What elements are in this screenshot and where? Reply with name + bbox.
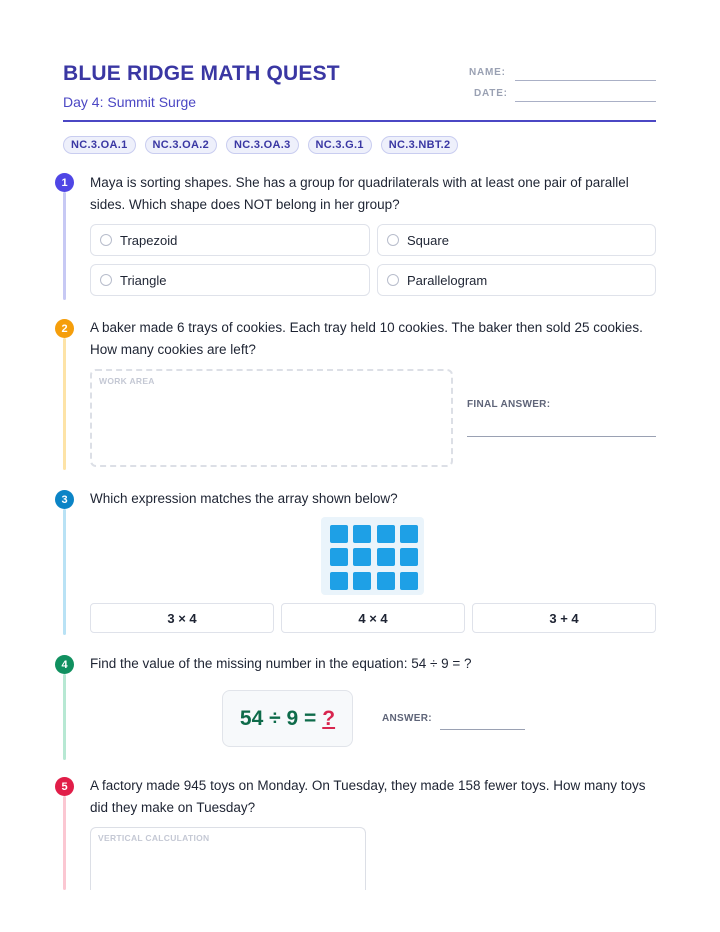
question-3-rail — [63, 509, 66, 635]
standard-badge: NC.3.OA.3 — [226, 136, 299, 154]
equation-box — [222, 690, 353, 747]
array-cell — [377, 572, 395, 590]
option-label: Trapezoid — [120, 232, 178, 248]
question-2-rail — [63, 338, 66, 470]
choice-3x4[interactable] — [90, 603, 274, 633]
standard-badge: NC.3.G.1 — [308, 136, 372, 154]
choice-label: 3 + 4 — [549, 610, 579, 626]
question-3-text: Which expression matches the array shown below? — [90, 491, 398, 506]
question-5-rail — [63, 796, 66, 890]
final-answer-label: FINAL ANSWER: — [467, 399, 551, 410]
question-3-number: 3 — [55, 490, 74, 509]
radio-icon[interactable] — [100, 274, 112, 286]
standards-list — [63, 136, 458, 154]
equation-unknown: ? — [322, 706, 336, 730]
array-cell — [400, 548, 418, 566]
name-label: NAME: — [469, 67, 506, 78]
equation-expression: 54 ÷ 9 = — [239, 706, 317, 730]
option-label: Triangle — [120, 272, 167, 288]
vertical-calculation-area[interactable] — [90, 827, 366, 897]
array-cell — [377, 525, 395, 543]
choice-3plus4[interactable] — [472, 603, 656, 633]
question-2-number: 2 — [55, 319, 74, 338]
vertical-calculation-label: VERTICAL CALCULATION — [98, 833, 210, 843]
choice-label: 3 × 4 — [167, 610, 197, 626]
date-label: DATE: — [474, 88, 508, 99]
question-1-rail — [63, 192, 66, 300]
array-cell — [330, 572, 348, 590]
option-label: Square — [407, 232, 449, 248]
choice-label: 4 × 4 — [358, 610, 388, 626]
radio-icon[interactable] — [100, 234, 112, 246]
array-cell — [353, 525, 371, 543]
worksheet-subtitle: Day 4: Summit Surge — [63, 94, 197, 110]
worksheet-title: BLUE RIDGE MATH QUEST — [63, 62, 340, 85]
standard-badge: NC.3.OA.2 — [145, 136, 218, 154]
work-area-label: WORK AREA — [99, 376, 155, 386]
question-5-text: A factory made 945 toys on Monday. On Tuesday, they made 158 fewer toys. How many toys did they make on Tuesday? — [90, 778, 646, 815]
answer-field[interactable] — [440, 729, 525, 730]
work-area[interactable] — [90, 369, 453, 467]
date-field[interactable] — [515, 101, 656, 102]
question-4-rail — [63, 674, 66, 760]
answer-label: ANSWER: — [382, 713, 432, 724]
array-cell — [400, 525, 418, 543]
radio-icon[interactable] — [387, 234, 399, 246]
standard-badge: NC.3.NBT.2 — [381, 136, 459, 154]
question-5-number: 5 — [55, 777, 74, 796]
choice-4x4[interactable] — [281, 603, 465, 633]
final-answer-field[interactable] — [467, 436, 656, 437]
header-divider — [63, 120, 656, 122]
question-1-number: 1 — [55, 173, 74, 192]
question-2-text: A baker made 6 trays of cookies. Each tray held 10 cookies. The baker then sold 25 cookies. How many cookies are left? — [90, 320, 643, 357]
array-cell — [330, 525, 348, 543]
array-cell — [330, 548, 348, 566]
question-4-text: Find the value of the missing number in the equation: 54 ÷ 9 = ? — [90, 656, 472, 671]
array-cell — [377, 548, 395, 566]
option-triangle[interactable] — [90, 264, 370, 296]
array-cell — [353, 548, 371, 566]
option-trapezoid[interactable] — [90, 224, 370, 256]
option-label: Parallelogram — [407, 272, 488, 288]
array-cell — [400, 572, 418, 590]
question-4-number: 4 — [55, 655, 74, 674]
standard-badge: NC.3.OA.1 — [63, 136, 136, 154]
name-field[interactable] — [515, 80, 656, 81]
option-square[interactable] — [377, 224, 656, 256]
array-cell — [353, 572, 371, 590]
option-parallelogram[interactable] — [377, 264, 656, 296]
page-bottom-margin — [0, 890, 720, 932]
radio-icon[interactable] — [387, 274, 399, 286]
question-1-text: Maya is sorting shapes. She has a group for quadrilaterals with at least one pair of parallel sides. Which shape does NOT belong in her group? — [90, 175, 629, 212]
array-figure — [321, 517, 424, 595]
